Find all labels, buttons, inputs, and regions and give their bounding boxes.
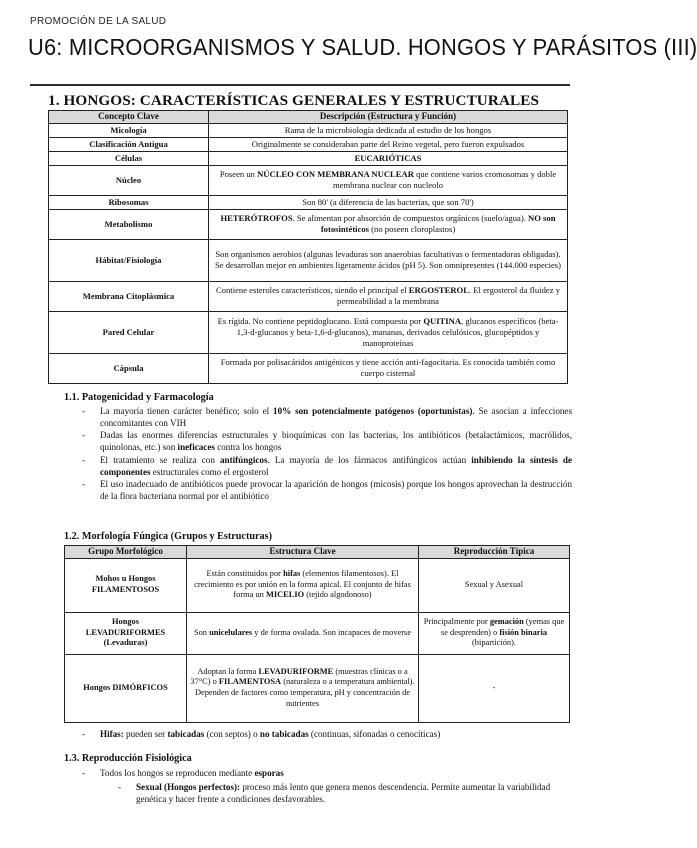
text-run: Todos los hongos se reproducen mediante bbox=[100, 768, 255, 778]
text-run-bold: FILAMENTOSA bbox=[218, 677, 282, 687]
morphology-table bbox=[64, 545, 570, 723]
text-run: FILAMENTOSOS bbox=[91, 585, 160, 595]
text-run-bold: NO son fotosintéticos bbox=[320, 213, 556, 235]
text-run: Hongos bbox=[112, 616, 139, 626]
row-key: Metabolismo bbox=[49, 209, 209, 239]
row-key: Pared Celular bbox=[49, 311, 209, 353]
row-key: Cápsula bbox=[49, 353, 209, 383]
text-run: pueden ser bbox=[123, 729, 168, 739]
column-header-reproduction: Reproducción Típica bbox=[419, 546, 570, 559]
text-run: (bipartición). bbox=[472, 638, 516, 648]
text-run: (no poseen cloroplastos) bbox=[369, 224, 456, 235]
row-value: EUCARIÓTICAS bbox=[209, 151, 568, 165]
group-cell bbox=[65, 612, 187, 654]
text-run-bold: tabicadas bbox=[167, 729, 205, 739]
row-key: Clasificación Antigua bbox=[49, 137, 209, 151]
text-run-bold: MICELIO bbox=[265, 590, 305, 600]
table-header-row bbox=[49, 111, 568, 124]
hifas-note bbox=[100, 729, 440, 739]
text-run-bold: LEVADURIFORME bbox=[258, 666, 334, 676]
row-key: Ribosomas bbox=[49, 195, 209, 209]
table-row bbox=[49, 311, 568, 353]
text-run-bold: fisión binaria bbox=[499, 627, 548, 637]
table-row bbox=[49, 195, 568, 209]
text-run: . La mayoría de los fármacos antifúngicos actúan bbox=[267, 454, 472, 465]
table-row bbox=[49, 165, 568, 195]
section-1-title: 1. HONGOS: CARACTERÍSTICAS GENERALES Y ESTRUCTURALES bbox=[48, 92, 540, 109]
row-key: Micología bbox=[49, 123, 209, 137]
text-run: Son bbox=[193, 627, 210, 637]
text-run-bold: unicelulares bbox=[209, 627, 253, 637]
text-run: y de forma ovalada. Son incapaces de moverse bbox=[252, 627, 412, 637]
row-value bbox=[209, 311, 568, 353]
text-run: (elementos filamentosos). El crecimiento es por unión en la forma apical. El conjunto de hifas forma un bbox=[194, 568, 411, 600]
text-run: Están constituidos por bbox=[206, 568, 284, 578]
text-run-bold: ERGOSTEROL bbox=[408, 285, 469, 296]
text-run-bold: antifúngicos bbox=[219, 454, 268, 465]
header-divider bbox=[30, 84, 570, 86]
characteristics-table bbox=[48, 110, 568, 384]
row-value: Formada por polisacáridos antigénicos y tiene acción anti-fagocitaria. Es conocida también como cuerpo cisternal bbox=[209, 353, 568, 383]
text-run-bold: inhibiendo la síntesis de componentes bbox=[100, 454, 572, 477]
text-run: Principalmente por bbox=[423, 616, 490, 626]
text-run: . Se asocian a infecciones concomitantes con VIH bbox=[100, 406, 572, 428]
column-header-group: Grupo Morfológico bbox=[65, 546, 187, 559]
column-header-concept: Concepto Clave bbox=[49, 111, 209, 124]
structure-cell bbox=[187, 558, 419, 612]
text-run-bold: ineficaces bbox=[177, 442, 215, 453]
row-value: Rama de la microbiología dedicada al estudio de los hongos bbox=[209, 123, 568, 137]
table-row bbox=[49, 239, 568, 281]
text-run: (naturaleza o a temperatura ambiental). Dependen de factores como temperatura, pH y concentración de nutrientes bbox=[194, 677, 415, 708]
section-1-3-title: 1.3. Reproducción Fisiológica bbox=[64, 753, 192, 764]
structure-cell bbox=[187, 654, 419, 722]
list-item bbox=[82, 430, 572, 453]
text-run: Contiene esteroles característicos, siendo el principal el bbox=[215, 285, 409, 296]
text-run: (Levaduras) bbox=[103, 638, 148, 648]
text-run: (yemas que se desprenden) o bbox=[440, 616, 565, 637]
text-run-bold: Sexual (Hongos perfectos): bbox=[136, 782, 241, 792]
row-value: Originalmente se consideraban parte del Reino vegetal, pero fueron expulsados bbox=[209, 137, 568, 151]
text-run: El tratamiento se realiza con bbox=[100, 454, 220, 465]
table-row bbox=[49, 137, 568, 151]
text-run-bold: 10% son potencialmente patógenos (oportunistas) bbox=[273, 406, 473, 416]
section-1-1-title: 1.1. Patogenicidad y Farmacología bbox=[64, 392, 214, 403]
text-run: (muestras clínicas o a 37°C) o bbox=[190, 666, 408, 687]
table-row bbox=[65, 654, 570, 722]
header-kicker: PROMOCIÓN DE LA SALUD bbox=[30, 16, 167, 27]
text-run: (con septos) o bbox=[204, 729, 260, 739]
row-value bbox=[209, 165, 568, 195]
row-value bbox=[209, 209, 568, 239]
text-run-bold: NÚCLEO CON MEMBRANA NUCLEAR bbox=[257, 169, 414, 180]
row-key: Núcleo bbox=[49, 165, 209, 195]
table-row bbox=[49, 151, 568, 165]
text-run: El uso inadecuado de antibióticos puede provocar la aparición de hongos (micosis) porque los hongos aprovechan la destrucción de la flora bacteriana normal por el antibiótico bbox=[100, 479, 572, 502]
reproduction-cell: Sexual y Asexual bbox=[419, 558, 570, 612]
structure-cell bbox=[187, 612, 419, 654]
text-run: La mayoría tienen carácter benéfico; solo el bbox=[100, 406, 274, 416]
row-key: Hábitat/Fisiología bbox=[49, 239, 209, 281]
text-run-bold: hifas bbox=[283, 568, 301, 578]
row-key: Membrana Citoplásmica bbox=[49, 281, 209, 311]
text-run: que contiene varios cromosomas y doble membrana nuclear con nucleolo bbox=[333, 169, 557, 191]
text-run: estructurales como el ergosterol bbox=[150, 466, 269, 477]
list-item bbox=[82, 406, 572, 429]
list-item bbox=[82, 455, 572, 478]
text-run-bold: no tabicadas bbox=[259, 729, 309, 739]
group-cell bbox=[65, 558, 187, 612]
text-run: Adoptan la forma bbox=[197, 666, 259, 676]
text-run: Dadas las enormes diferencias estructurales y bioquímicas con las bacterias, los antibióticos (betalactámicos, macrólidos, quinolonas, etc.) son bbox=[100, 430, 572, 453]
text-run-bold: gemación bbox=[489, 616, 524, 626]
text-run: (continuas, sifonadas o cenocíticas) bbox=[308, 729, 441, 739]
list-item bbox=[100, 768, 284, 780]
text-run: (tejido algodonoso) bbox=[304, 590, 372, 600]
row-value bbox=[209, 281, 568, 311]
table-row bbox=[49, 353, 568, 383]
table-row bbox=[49, 123, 568, 137]
column-header-structure: Estructura Clave bbox=[187, 546, 419, 559]
reproduction-cell: - bbox=[419, 654, 570, 722]
text-run-bold: HETERÓTROFOS bbox=[220, 213, 293, 224]
text-run-bold: Hifas: bbox=[100, 729, 124, 739]
group-cell: Hongos DIMÓRFICOS bbox=[65, 654, 187, 722]
text-run: Poseen un bbox=[219, 169, 258, 180]
table-row bbox=[49, 209, 568, 239]
table-row bbox=[65, 558, 570, 612]
text-run: contra los hongos bbox=[214, 442, 282, 453]
text-run-bold: esporas bbox=[254, 768, 284, 778]
column-header-description: Descripción (Estructura y Función) bbox=[209, 111, 568, 124]
table-row bbox=[49, 281, 568, 311]
table-row bbox=[65, 612, 570, 654]
list-item bbox=[82, 479, 572, 502]
row-key: Células bbox=[49, 151, 209, 165]
text-run-bold: QUITINA bbox=[423, 315, 462, 326]
text-run: , glucanos específicos (beta-1,3-d-glucanos y beta-1,6-d-glucanos), mananas, derivados celulósicos, glucopéptidos y manoproteínas bbox=[236, 315, 559, 348]
list-item bbox=[136, 782, 572, 805]
row-value: Son organismos aerobios (algunas levaduras son anaerobias facultativas o fermentadoras obligadas). Se desarrollan mejor en ambientes ligeramente ácidos (pH 5). Son omnipresentes (144.000 especies) bbox=[209, 239, 568, 281]
reproduction-cell bbox=[419, 612, 570, 654]
section-1-2-title: 1.2. Morfología Fúngica (Grupos y Estructuras) bbox=[64, 531, 272, 542]
text-run: . El ergosterol da fluidez y permeabilidad a la membrana bbox=[337, 285, 560, 307]
table-header-row bbox=[65, 546, 570, 559]
text-run: Mohos u Hongos bbox=[95, 574, 156, 584]
text-run: LEVADURIFORMES bbox=[85, 627, 166, 637]
row-value: Son 80' (a diferencia de las bacterias, que son 70') bbox=[209, 195, 568, 209]
text-run: proceso más lento que genera menos descendencia. Permite aumentar la variabilidad genética y hacer frente a condiciones desfavorables. bbox=[136, 782, 551, 804]
text-run: . Se alimentan por absorción de compuestos orgánicos (suelo/agua). bbox=[292, 213, 529, 224]
page-title: U6: MICROORGANISMOS Y SALUD. HONGOS Y PARÁSITOS (III) bbox=[28, 34, 697, 60]
text-run: Es rígida. No contiene peptidoglucano. Está compuesta por bbox=[217, 315, 424, 326]
pathogenicity-list bbox=[82, 406, 572, 504]
